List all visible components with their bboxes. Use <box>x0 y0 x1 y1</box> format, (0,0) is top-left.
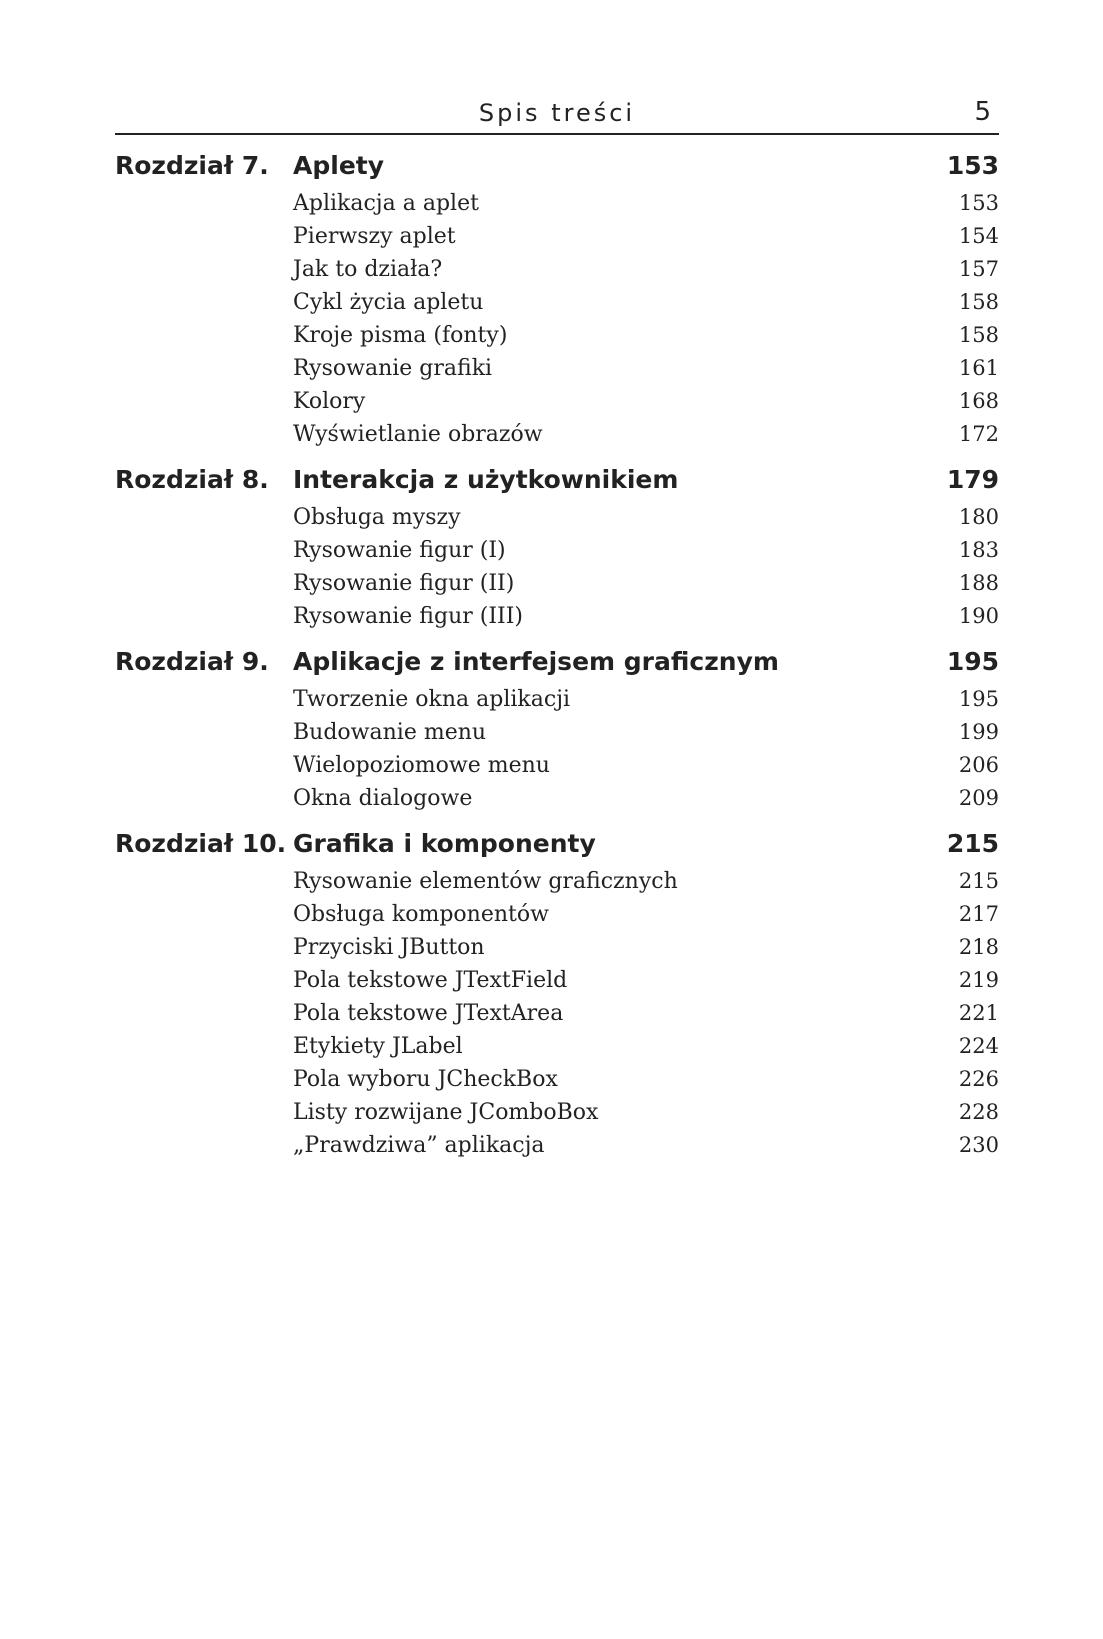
running-header <box>115 95 999 135</box>
chapter-title: Grafika i komponenty <box>293 829 596 858</box>
section-title: Listy rozwijane JComboBox <box>293 1100 599 1125</box>
section-title: Wielopoziomowe menu <box>293 753 550 778</box>
section-title: Przyciski JButton <box>293 935 485 960</box>
section-title: Pierwszy aplet <box>293 224 456 249</box>
section-page-number: 221 <box>958 1001 999 1025</box>
section-page-number: 209 <box>958 786 999 810</box>
section-row <box>115 720 999 753</box>
section-title: Jak to działa? <box>293 257 443 282</box>
chapter-title: Aplety <box>293 151 385 180</box>
section-page-number: 218 <box>958 935 999 959</box>
chapter-page-number: 179 <box>946 465 999 494</box>
section-page-number: 230 <box>958 1133 999 1157</box>
section-page-number: 157 <box>958 257 999 281</box>
section-page-number: 228 <box>958 1100 999 1124</box>
chapter-page-number: 153 <box>946 151 999 180</box>
chapter-entry <box>115 829 999 1166</box>
section-row <box>115 753 999 786</box>
section-page-number: 190 <box>958 604 999 628</box>
section-row <box>115 422 999 455</box>
section-row <box>115 968 999 1001</box>
chapter-entry <box>115 465 999 637</box>
section-title: Pola tekstowe JTextField <box>293 968 568 993</box>
section-title: Obsługa myszy <box>293 505 461 530</box>
section-page-number: 158 <box>958 290 999 314</box>
section-row <box>115 224 999 257</box>
section-title: Rysowanie figur (II) <box>293 571 515 596</box>
section-row <box>115 786 999 819</box>
section-row <box>115 604 999 637</box>
section-row <box>115 290 999 323</box>
chapter-label: Rozdział 9. <box>115 647 269 676</box>
section-title: „Prawdziwa” aplikacja <box>293 1133 545 1158</box>
section-page-number: 195 <box>958 687 999 711</box>
section-page-number: 172 <box>958 422 999 446</box>
section-title: Kolory <box>293 389 366 414</box>
section-title: Rysowanie figur (I) <box>293 538 506 563</box>
section-title: Budowanie menu <box>293 720 487 745</box>
section-title: Pola tekstowe JTextArea <box>293 1001 564 1026</box>
section-title: Tworzenie okna aplikacji <box>293 687 571 712</box>
section-row <box>115 538 999 571</box>
section-page-number: 188 <box>958 571 999 595</box>
section-title: Etykiety JLabel <box>293 1034 463 1059</box>
chapter-title: Aplikacje z interfejsem graficznym <box>293 647 779 676</box>
chapter-entry <box>115 647 999 819</box>
section-row <box>115 1100 999 1133</box>
section-page-number: 154 <box>958 224 999 248</box>
section-title: Aplikacja a aplet <box>293 191 479 216</box>
section-row <box>115 1133 999 1166</box>
section-title: Cykl życia apletu <box>293 290 484 315</box>
section-page-number: 180 <box>958 505 999 529</box>
chapter-entry <box>115 151 999 455</box>
chapter-row <box>115 829 999 869</box>
section-row <box>115 323 999 356</box>
section-row <box>115 902 999 935</box>
toc-page <box>115 95 999 1176</box>
section-page-number: 206 <box>958 753 999 777</box>
section-page-number: 199 <box>958 720 999 744</box>
table-of-contents <box>115 151 999 1166</box>
chapter-label: Rozdział 8. <box>115 465 269 494</box>
section-row <box>115 869 999 902</box>
section-row <box>115 571 999 604</box>
chapter-page-number: 215 <box>946 829 999 858</box>
header-page-number: 5 <box>974 97 991 127</box>
chapter-page-number: 195 <box>946 647 999 676</box>
chapter-row <box>115 465 999 505</box>
chapter-title: Interakcja z użytkownikiem <box>293 465 679 494</box>
section-page-number: 224 <box>958 1034 999 1058</box>
section-row <box>115 257 999 290</box>
section-title: Obsługa komponentów <box>293 902 549 927</box>
section-row <box>115 687 999 720</box>
chapter-label: Rozdział 7. <box>115 151 269 180</box>
section-row <box>115 389 999 422</box>
section-title: Rysowanie elementów graficznych <box>293 869 678 894</box>
section-page-number: 158 <box>958 323 999 347</box>
section-title: Kroje pisma (fonty) <box>293 323 508 348</box>
chapter-row <box>115 151 999 191</box>
section-page-number: 161 <box>958 356 999 380</box>
section-page-number: 215 <box>958 869 999 893</box>
chapter-row <box>115 647 999 687</box>
section-page-number: 217 <box>958 902 999 926</box>
section-page-number: 168 <box>958 389 999 413</box>
section-page-number: 153 <box>958 191 999 215</box>
section-page-number: 183 <box>958 538 999 562</box>
section-page-number: 226 <box>958 1067 999 1091</box>
section-row <box>115 191 999 224</box>
section-title: Okna dialogowe <box>293 786 473 811</box>
section-row <box>115 356 999 389</box>
section-row <box>115 935 999 968</box>
section-row <box>115 1001 999 1034</box>
section-title: Pola wyboru JCheckBox <box>293 1067 558 1092</box>
section-row <box>115 505 999 538</box>
header-title: Spis treści <box>478 99 636 127</box>
section-page-number: 219 <box>958 968 999 992</box>
section-row <box>115 1034 999 1067</box>
chapter-label: Rozdział 10. <box>115 829 287 858</box>
section-row <box>115 1067 999 1100</box>
section-title: Rysowanie grafiki <box>293 356 493 381</box>
section-title: Wyświetlanie obrazów <box>293 422 543 447</box>
section-title: Rysowanie figur (III) <box>293 604 523 629</box>
